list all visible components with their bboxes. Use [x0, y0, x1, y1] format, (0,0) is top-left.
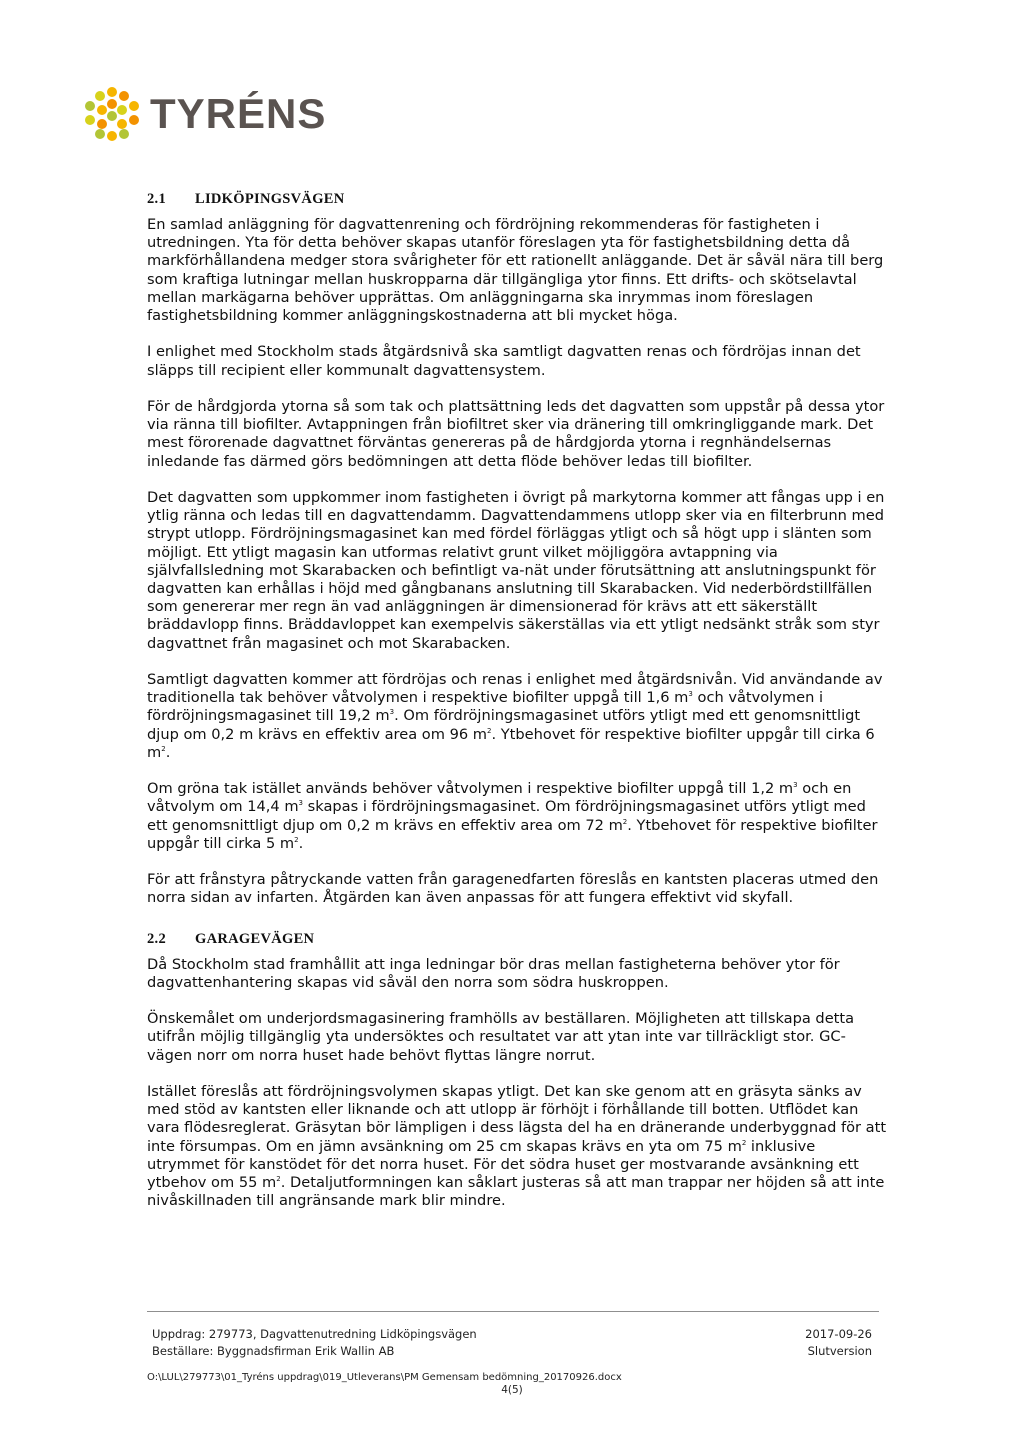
footer: [152, 1326, 872, 1360]
paragraph: För att frånstyra påtryckande vatten från garagenedfarten föreslås en kantsten placeras utmed den norra sidan av infarten. Åtgärden kan även anpassas för att fungera effektivt vid skyfall.: [147, 871, 879, 907]
paragraph: I enlighet med Stockholm stads åtgärdsnivå ska samtligt dagvatten renas och fördröjas innan det släpps till recipient eller kommunalt dagvattensystem.: [147, 343, 861, 379]
paragraph: En samlad anläggning för dagvattenrening och fördröjning rekommenderas för fastigheten i utredningen. Yta för detta behöver skapas utanför föreslagen yta för fastighetsbildning detta då markförhållandena medger stora svårigheter för ett rationellt anläggande. Det är såväl nära till berg som kraftiga lutningar mellan huskropparna där tillgängliga ytor finns. Ett drifts- och skötselavtal mellan markägarna behöver upprättas. Om anläggningarna ska inrymmas inom föreslagen fastighetsbildning kommer anläggningskostnaderna att bli mycket höga.: [147, 216, 884, 325]
tyrens-flower-icon: [84, 86, 140, 142]
paragraph: Det dagvatten som uppkommer inom fastigheten i övrigt på markytorna kommer att fångas upp i en ytlig ränna och ledas till en dagvattendamm. Dagvattendammens utlopp sker via en filterbrunn med strypt utlopp. Fördröjningsmagasinet kan med fördel förläggas ytligt och så högt upp i slänten som möjligt. Ett ytligt magasin kan utformas relativt grunt vilket möjliggöra avtappning via självfallsledning mot Skarabacken och befintligt va-nät under förutsättning att anslutningspunkt för dagvatten kan erhållas i höjd med gångbanans anslutning till Skarabacken. Vid nederbördstillfällen som genererar mer regn än vad anläggningen är dimensionerad för krävs att ett säkerställt bräddavlopp finns. Bräddavloppet kan exempelvis säkerställas via ett ytligt nedsänkt stråk som styr dagvattnet från magasinet och mot Skarabacken.: [147, 489, 885, 652]
document-body: [147, 190, 887, 1229]
footer-client: Beställare: Byggnadsfirman Erik Wallin AB: [152, 1344, 395, 1358]
company-logo: [84, 86, 326, 142]
footer-date: 2017-09-26: [805, 1327, 872, 1341]
file-path: O:\LUL\279773\01_Tyréns uppdrag\019_Utleverans\PM Gemensam bedömning_20170926.docx: [147, 1372, 622, 1383]
paragraph: Om gröna tak istället används behöver våtvolymen i respektive biofilter uppgå till 1,2 $m^3$ och en våtvolym om 14,4 $m^3$ skapas i fördröjningsmagasinet. Om fördröjningsmagasinet utförs ytligt med ett genomsnittligt djup om 0,2 m krävs en effektiv area om 72 $m^2$. Ytbehovet för respektive biofilter uppgår till cirka 5 $m^2$.: [147, 780, 878, 852]
paragraph: För de hårdgjorda ytorna så som tak och plattsättning leds det dagvatten som uppstår på dessa ytor via ränna till biofilter. Avtappningen från biofiltret sker via dränering till omkringliggande mark. Det mest förorenade dagvattnet förväntas genereras på de hårdgjorda ytorna i regnhändelsernas inledande fas därmed görs bedömningen att detta flöde behöver ledas till biofilter.: [147, 398, 885, 470]
footer-assignment: Uppdrag: 279773, Dagvattenutredning Lidköpingsvägen: [152, 1327, 477, 1341]
paragraph: Samtligt dagvatten kommer att fördröjas och renas i enlighet med åtgärdsnivån. Vid användande av traditionella tak behöver våtvolymen i respektive biofilter uppgå till 1,6 $m^3$ och våtvolymen i fördröjningsmagasinet till 19,2 $m^3$. Om fördröjningsmagasinet utförs ytligt med ett genomsnittligt djup om 0,2 m krävs en effektiv area om 96 $m^2$. Ytbehovet för respektive biofilter uppgår till cirka 6 $m^2$.: [147, 671, 883, 761]
page-number: 4(5): [501, 1384, 523, 1396]
footer-divider: [147, 1311, 879, 1312]
paragraph: Istället föreslås att fördröjningsvolymen skapas ytligt. Det kan ske genom att en gräsyta sänks av med stöd av kantsten eller liknande och att utlopp är förhöjt i förhållande till botten. Utflödet kan vara flödesreglerat. Gräsytan bör lämpligen i dess lägsta del ha en dränerande underbyggnad för att inte försumpas. Om en jämn avsänkning om 25 cm skapas krävs en yta om 75 $m^2$ inklusive utrymmet för kanstödet för det norra huset. För det södra huset ger mostvarande avsänkning ett ytbehov om 55 $m^2$. Detaljutformningen kan såklart justeras så att man trappar ner höjden så att inte nivåskillnaden till angränsande mark blir mindre.: [147, 1083, 887, 1210]
footer-version: Slutversion: [807, 1344, 872, 1358]
logo-text: TYRÉNS: [150, 90, 327, 137]
section-heading-garagevagen: 2.2 GARAGEVÄGEN: [147, 930, 315, 947]
section-heading-lidkopingsvagen: 2.1 LIDKÖPINGSVÄGEN: [147, 191, 345, 207]
paragraph: Önskemålet om underjordsmagasinering framhölls av beställaren. Möjligheten att tillskapa detta utifrån möjlig tillgänglig yta undersöktes och resultatet var att ytan inte var tillräckligt stor. GC-vägen norr om norra huset hade behövt flyttas längre norrut.: [147, 1010, 855, 1064]
paragraph: Då Stockholm stad framhållit att inga ledningar bör dras mellan fastigheterna behöver ytor för dagvattenhantering skapas vid såväl den norra som södra huskroppen.: [147, 955, 840, 991]
